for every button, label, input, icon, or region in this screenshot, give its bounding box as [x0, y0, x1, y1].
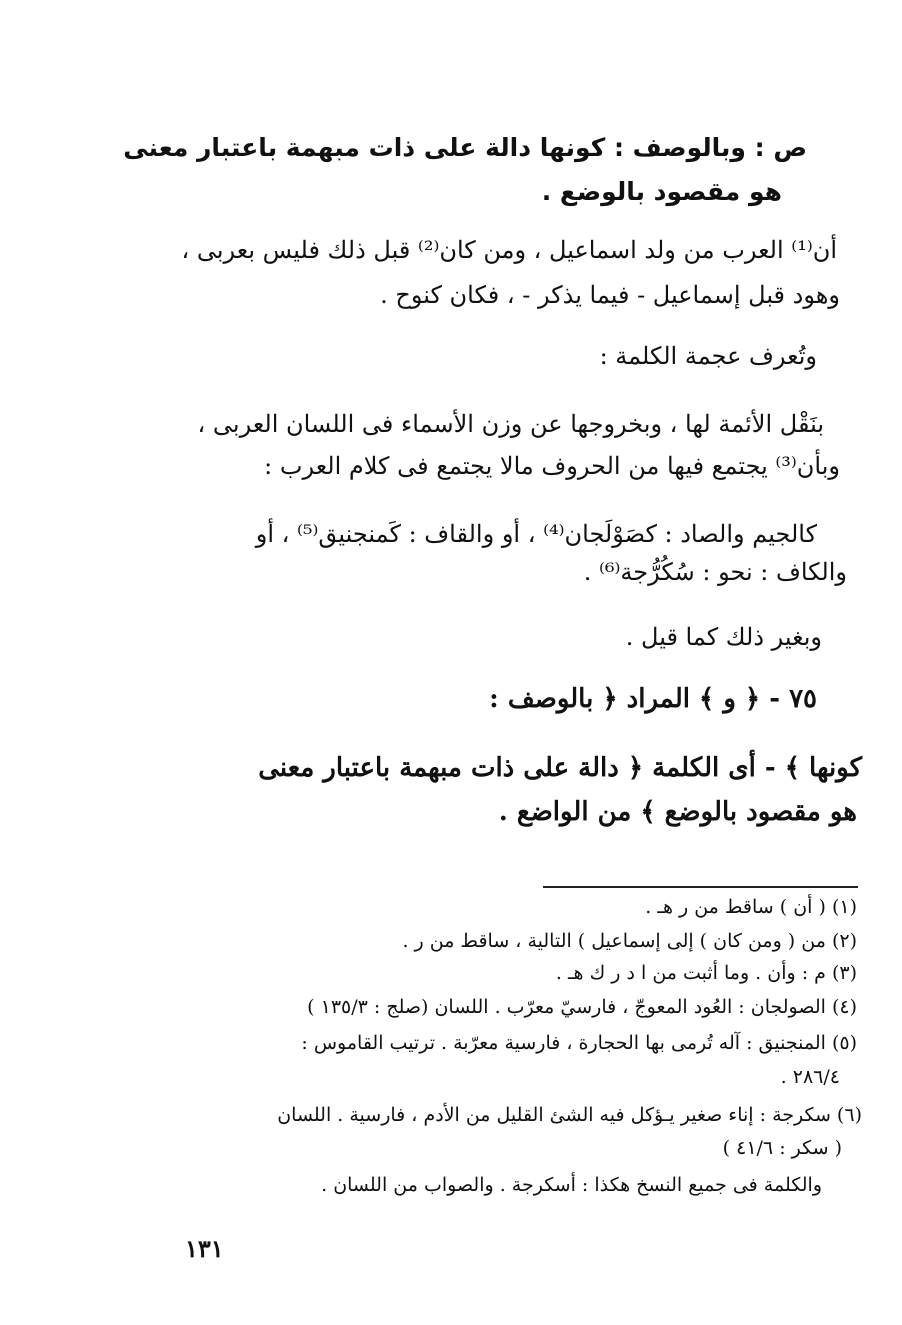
footnote-6-line-1: (٦) سكرجة : إناء صغير يـؤكل فيه الشئ القليل من الأدم ، فارسية . اللسان — [277, 1104, 862, 1126]
footnote-6-line-3: والكلمة فى جميع النسخ هكذا : أسكرجة . والصواب من اللسان . — [321, 1174, 822, 1196]
section-heading: ٧٥ - ﴿ و ﴾ المراد ﴿ بالوصف : — [489, 684, 817, 714]
sharh-p6-line-1: كونها ﴾ - أى الكلمة ﴿ دالة على ذات مبهمة باعتبار معنى — [258, 753, 862, 783]
sharh-p6-line-2: هو مقصود بالوضع ﴾ من الواضع . — [498, 797, 857, 827]
footnote-2: (٢) من ( ومن كان ) إلى إسماعيل ) التالية ، ساقط من ر . — [402, 930, 857, 952]
sharh-p5: وبغير ذلك كما قيل . — [625, 623, 822, 651]
footnote-5-line-2: ٢٨٦/٤ . — [780, 1066, 840, 1088]
sharh-p1-line-1: أن⁽¹⁾ العرب من ولد اسماعيل ، ومن كان⁽²⁾ قبل ذلك فليس بعربى ، — [181, 236, 837, 264]
sharh-p2: وتُعرف عجمة الكلمة : — [599, 342, 817, 370]
footnote-6-line-2: ( سكر : ٤١/٦ ) — [722, 1137, 842, 1159]
footnote-3: (٣) م : وأن . وما أثبت من ا د ر ك هـ . — [555, 962, 857, 984]
matn-line-1: ص : وبالوصف : كونها دالة على ذات مبهمة باعتبار معنى — [123, 133, 807, 162]
sharh-p3-line-1: بنَقْل الأئمة لها ، وبخروجها عن وزن الأسماء فى اللسان العربى ، — [197, 410, 824, 438]
sharh-p3-line-2: وبأن⁽³⁾ يجتمع فيها من الحروف مالا يجتمع فى كلام العرب : — [264, 452, 840, 480]
footnote-1: (١) ( أن ) ساقط من ر هـ . — [645, 896, 857, 918]
footnote-5-line-1: (٥) المنجنيق : آله تُرمى بها الحجارة ، فارسية معرّبة . ترتيب القاموس : — [301, 1032, 857, 1054]
sharh-p4-line-1: كالجيم والصاد : كصَوْلَجان⁽⁴⁾ ، أو والقاف : كَمنجنيق⁽⁵⁾ ، أو — [255, 520, 817, 548]
sharh-p1-line-2: وهود قبل إسماعيل - فيما يذكر - ، فكان كنوح . — [380, 281, 840, 309]
footnote-separator — [543, 886, 858, 888]
footnote-4: (٤) الصولجان : العُود المعوجّ ، فارسيّ معرّب . اللسان (صلج : ١٣٥/٣ ) — [307, 996, 857, 1018]
page-number: ١٣١ — [185, 1234, 224, 1263]
matn-line-2: هو مقصود بالوضع . — [541, 177, 782, 206]
sharh-p4-line-2: والكاف : نحو : سُكُرُّجة⁽⁶⁾ . — [583, 558, 847, 586]
